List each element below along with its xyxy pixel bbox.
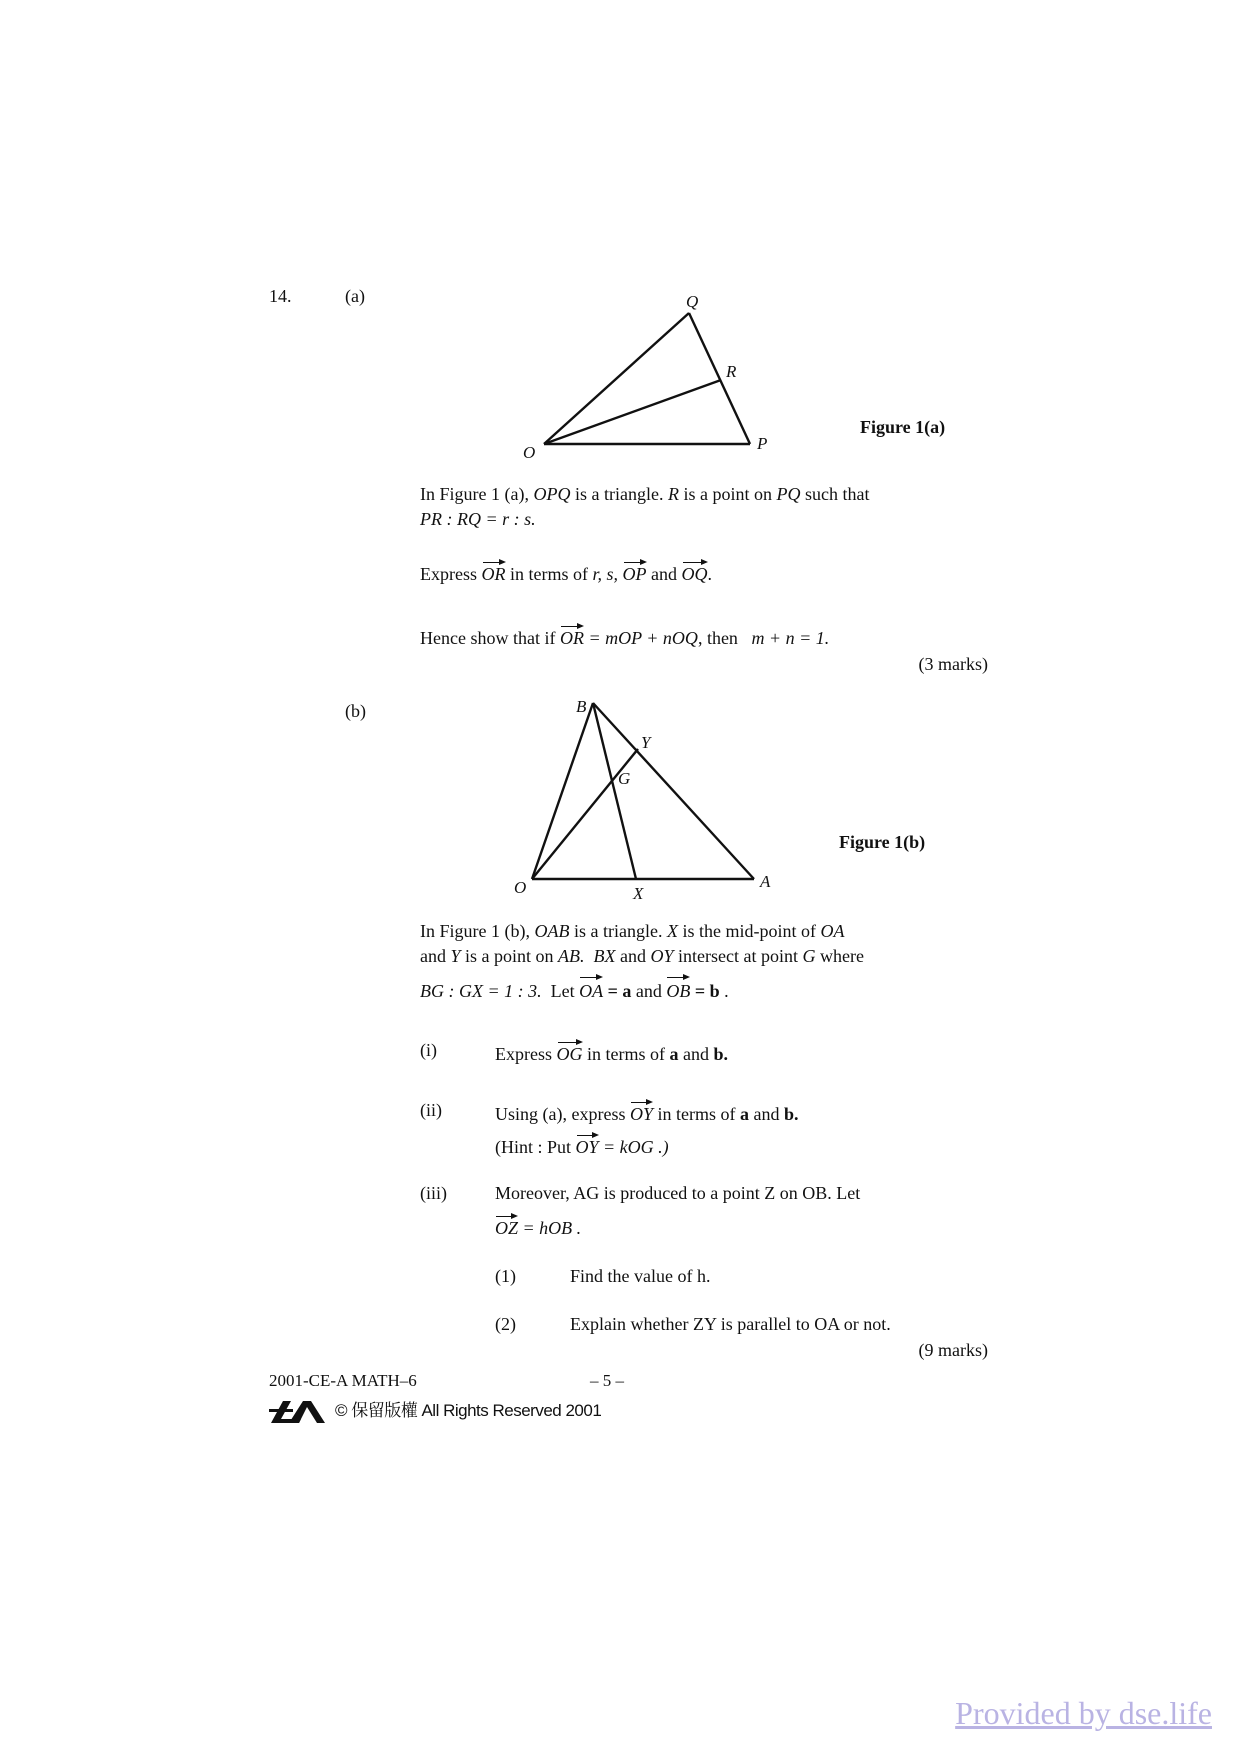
part-a-marks: (3 marks) bbox=[918, 654, 988, 674]
hkea-logo-icon bbox=[269, 1397, 331, 1425]
subpart-i-text: Express OG in terms of a and b. bbox=[495, 1040, 728, 1066]
footer-page: – 5 – bbox=[590, 1371, 624, 1390]
vector-ob: OB bbox=[666, 975, 690, 1004]
point-label-o: O bbox=[523, 443, 536, 462]
point-label-g: G bbox=[618, 769, 631, 788]
subpart-iii-eq: OZ = hOB . bbox=[495, 1214, 581, 1240]
vector-og: OG bbox=[557, 1040, 583, 1066]
part-b-marks: (9 marks) bbox=[918, 1340, 988, 1360]
subpart-ii-hint: (Hint : Put OY = kOG .) bbox=[495, 1133, 669, 1159]
footer-copyright-text: © 保留版權 All Rights Reserved 2001 bbox=[335, 1400, 602, 1420]
point-label-o: O bbox=[514, 878, 527, 897]
point-label-p: P bbox=[757, 434, 768, 453]
side-ba bbox=[593, 703, 754, 879]
subpart-iii-text: Moreover, AG is produced to a point Z on OB. Let bbox=[495, 1183, 861, 1203]
side-ob bbox=[532, 703, 593, 879]
part-b-label: (b) bbox=[345, 701, 366, 721]
part-a-intro: In Figure 1 (a), OPQ is a triangle. R is a point on PQ such that PR : RQ = r : s. bbox=[420, 484, 870, 529]
question-number: 14. bbox=[269, 286, 292, 306]
subpart-ii-label: (ii) bbox=[420, 1100, 442, 1120]
vector-oy: OY bbox=[630, 1100, 653, 1126]
subsub-2-text: Explain whether ZY is parallel to OA or not. bbox=[570, 1314, 891, 1334]
footer-code: 2001-CE-A MATH–6 bbox=[269, 1371, 417, 1390]
point-label-y: Y bbox=[641, 733, 651, 752]
subsub-1-label: (1) bbox=[495, 1266, 516, 1286]
vector-op: OP bbox=[623, 560, 647, 586]
watermark-link[interactable]: Provided by dse.life bbox=[955, 1695, 1212, 1731]
point-label-b: B bbox=[576, 697, 587, 716]
part-a-hence: Hence show that if OR = mOP + nOQ, then m + n = 1. bbox=[420, 624, 829, 650]
subpart-i-label: (i) bbox=[420, 1040, 437, 1060]
point-label-r: R bbox=[726, 362, 737, 381]
subsub-1-text: Find the value of h. bbox=[570, 1266, 711, 1286]
vector-oq: OQ bbox=[682, 560, 708, 586]
point-label-q: Q bbox=[686, 292, 699, 311]
subpart-iii-label: (iii) bbox=[420, 1183, 447, 1203]
part-a-label: (a) bbox=[345, 286, 365, 306]
point-label-a: A bbox=[760, 872, 771, 891]
part-a-express: Express OR in terms of r, s, OP and OQ. bbox=[420, 560, 712, 586]
triangle-oab bbox=[532, 703, 754, 879]
vector-oa: OA bbox=[579, 975, 603, 1004]
figure-1a-caption: Figure 1(a) bbox=[860, 417, 946, 437]
footer-copyright-row bbox=[269, 1397, 601, 1425]
figure-1b-caption: Figure 1(b) bbox=[839, 832, 926, 852]
part-b-intro: In Figure 1 (b), OAB is a triangle. X is the mid-point of OA and Y is a point on AB. BX and OY intersect at point G where BG : GX = 1 : 3. Let OA = a and OB = b . bbox=[420, 919, 988, 1004]
point-label-x: X bbox=[633, 884, 644, 903]
subsub-2-label: (2) bbox=[495, 1314, 516, 1334]
segment-bx bbox=[593, 703, 636, 879]
vector-oz: OZ bbox=[495, 1214, 518, 1240]
vector-or: OR bbox=[482, 560, 506, 586]
subpart-ii-text: Using (a), express OY in terms of a and b. bbox=[495, 1100, 799, 1126]
